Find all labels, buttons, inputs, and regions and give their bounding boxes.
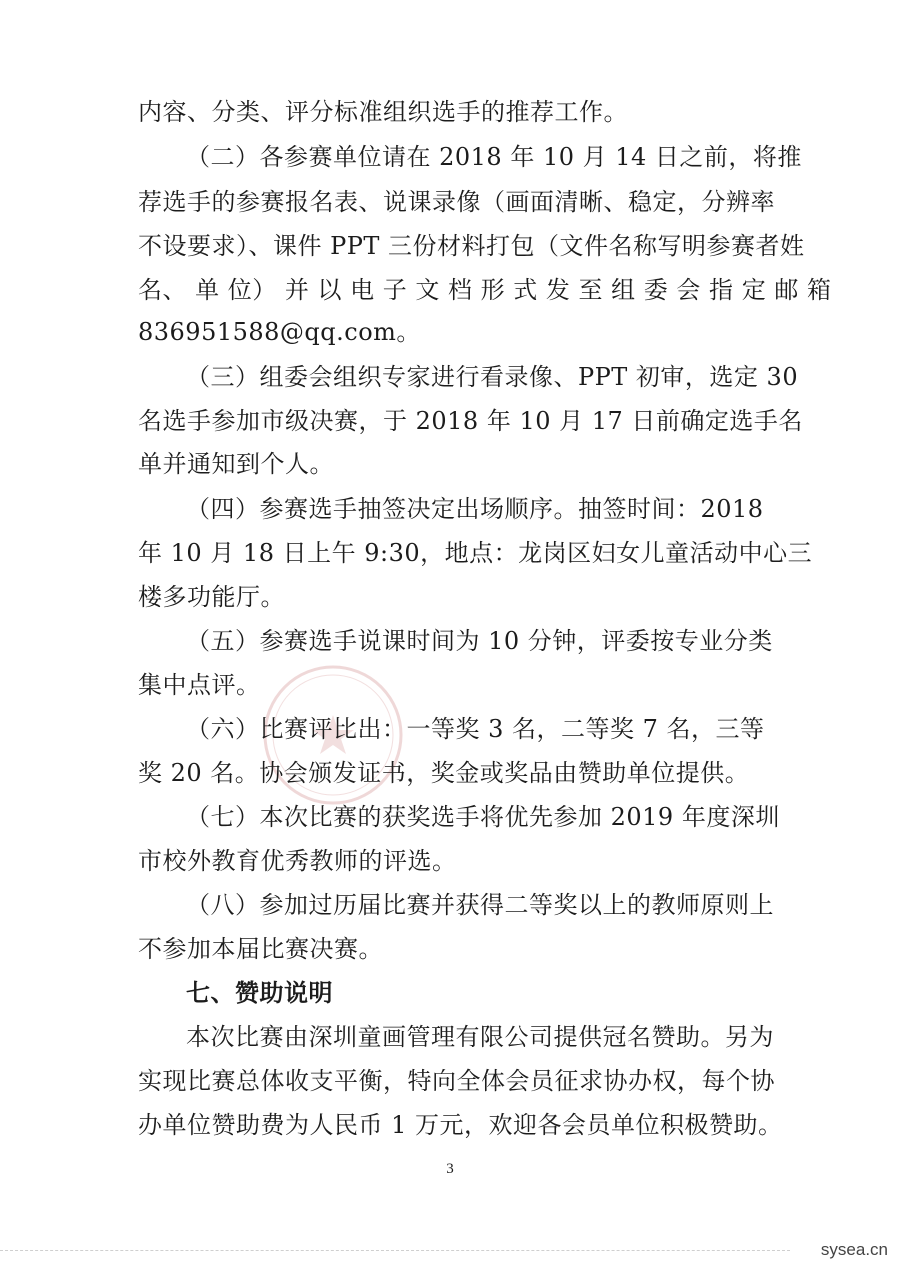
text-line-17: （七）本次比赛的获奖选手将优先参加 2019 年度深圳 — [186, 803, 780, 831]
text-line-20: 不参加本届比赛决赛。 — [138, 935, 383, 963]
text-line-18: 市校外教育优秀教师的评选。 — [138, 847, 457, 875]
text-line-7: （三）组委会组织专家进行看录像、PPT 初审，选定 30 — [186, 363, 799, 391]
section-heading: 七、赞助说明 — [186, 979, 333, 1007]
email-line: 836951588@qq.com。 — [138, 318, 421, 346]
text-line-15: （六）比赛评比出：一等奖 3 名，二等奖 7 名，三等 — [186, 715, 765, 743]
text-line-1: 内容、分类、评分标准组织选手的推荐工作。 — [138, 98, 628, 126]
text-line-11: 年 10 月 18 日上午 9:30，地点：龙岗区妇女儿童活动中心三 — [138, 539, 813, 567]
text-line-3: 荐选手的参赛报名表、说课录像（画面清晰、稳定，分辨率 — [138, 188, 775, 216]
text-line-16: 奖 20 名。协会颁发证书，奖金或奖品由赞助单位提供。 — [138, 759, 750, 787]
text-line-9: 单并通知到个人。 — [138, 450, 334, 478]
text-line-19: （八）参加过历届比赛并获得二等奖以上的教师原则上 — [186, 891, 774, 919]
text-line-13: （五）参赛选手说课时间为 10 分钟，评委按专业分类 — [186, 627, 773, 655]
text-line-8: 名选手参加市级决赛，于 2018 年 10 月 17 日前确定选手名 — [138, 407, 803, 435]
text-line-14: 集中点评。 — [138, 671, 261, 699]
footer-divider — [0, 1250, 790, 1251]
page-number: 3 — [446, 1161, 454, 1177]
text-line-10: （四）参赛选手抽签决定出场顺序。抽签时间：2018 — [186, 495, 764, 523]
text-line-2: （二）各参赛单位请在 2018 年 10 月 14 日之前，将推 — [186, 143, 802, 171]
text-line-5: 名、 单 位） 并 以 电 子 文 档 形 式 发 至 组 委 会 指 定 邮 箱 — [138, 276, 832, 304]
text-line-22: 本次比赛由深圳童画管理有限公司提供冠名赞助。另为 — [186, 1023, 774, 1051]
text-line-23: 实现比赛总体收支平衡，特向全体会员征求协办权，每个协 — [138, 1067, 775, 1095]
text-line-24: 办单位赞助费为人民币 1 万元，欢迎各会员单位积极赞助。 — [138, 1111, 783, 1139]
site-watermark: sysea.cn — [820, 1240, 888, 1259]
text-line-4: 不设要求）、课件 PPT 三份材料打包（文件名称写明参赛者姓 — [138, 232, 805, 260]
text-line-12: 楼多功能厅。 — [138, 583, 285, 611]
